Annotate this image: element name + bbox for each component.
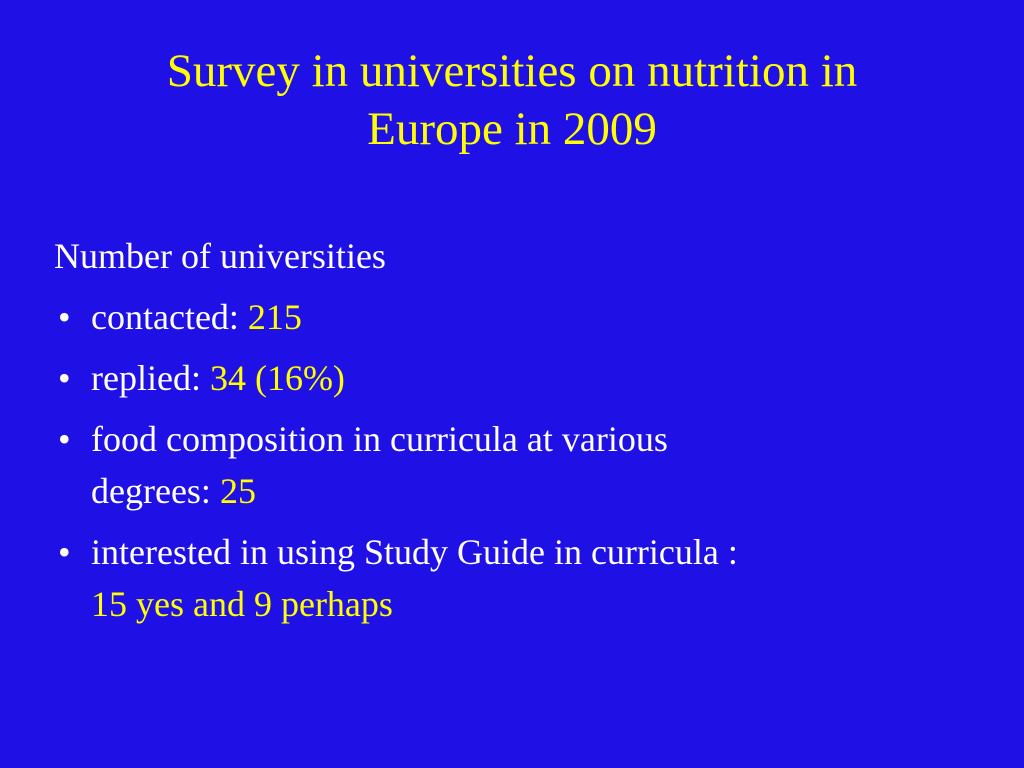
bullet-icon: • [58,532,71,572]
bullet-icon: • [58,419,71,459]
bullet-label-line-1: interested in using Study Guide in curricula : [91,532,738,572]
bullet-item-food-composition [54,413,954,517]
slide-title [60,42,964,158]
bullet-icon: • [58,297,71,337]
bullet-item-replied [54,352,954,404]
bullet-label: contacted: [91,297,248,337]
bullet-value: 25 [219,471,256,511]
lead-text: Number of universities [54,236,386,276]
bullet-label-line-1: food composition in curricula at various [91,419,668,459]
bullet-item-contacted [54,291,954,343]
bullet-value: 215 [247,297,302,337]
bullet-item-study-guide [54,526,954,630]
slide-body [54,230,954,639]
slide-title-line-1: Survey in universities on nutrition in [166,45,858,97]
bullet-value: 15 yes and 9 perhaps [91,584,393,624]
bullet-label: replied: [91,358,210,398]
bullet-label-line-2 [91,465,954,517]
bullet-icon: • [58,358,71,398]
bullet-list [54,291,954,630]
bullet-value: 34 (16%) [209,358,345,398]
bullet-label: degrees: [91,471,220,511]
slide-title-line-2: Europe in 2009 [367,103,657,155]
